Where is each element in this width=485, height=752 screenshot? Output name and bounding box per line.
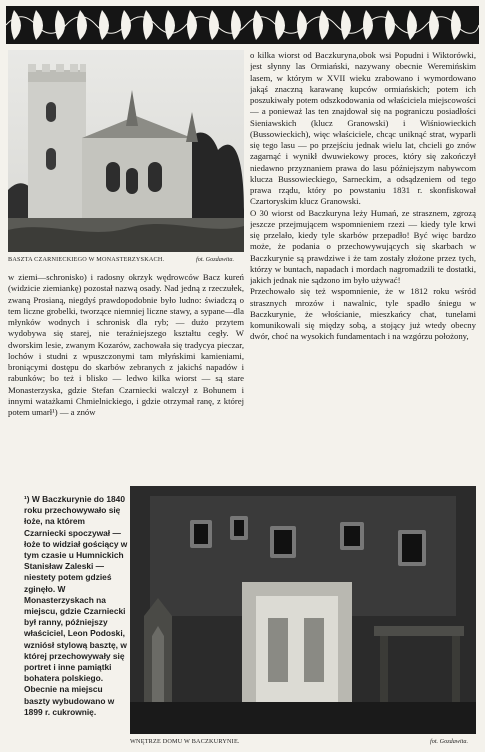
tower-photo-caption: BASZTA CZARNIECKIEGO W MONASTERZYSKACH. [8,256,165,263]
left-column-text: w ziemi—schronisko) i radosny okrzyk wędrowców Bacz kureń (widzicie ziemiankę) pozostał nazwą osady. Nad jedną z rzeczułek, zwaną Prosianą, niegdyś prawdopodobnie było ludno: świadczą o tem liczne grobelki, tworzące niemniej liczne stawy, a sypane—dla młynków wodnych i schronisk dla ryb; — dużo przytem wydobywa się starej, nie teraźniejszego kształtu cegły. W dworskim lesie, zwanym Kozarów, zachowała się tradycya pieczar, lochów i studni z wpuszczonymi tam młyńskimi kamieniami, broniącymi dostępu do skarbów zebranych z jakichś napadów i rabunków; bo też i blisko — ledwo kilka wiorst — są stare Monasterzyska, gdzie Stefan Czarniecki walczył z Bohunem i innymi watażkami Chmielnickiego, i gdzie otrzymał ranę, z której potem umarł¹) — a znów [8,272,244,417]
interior-illustration [130,486,476,734]
footnote-text: ¹) W Baczkurynie do 1840 roku przechowywało się łoże, na którem Czarniecki spoczywał — łoże to widział gościący w tym czasie u Humnickich Stanisław Zaleski — niestety potem gdzieś zginęło. W Monasterzyskach na miejscu, gdzie Czarniecki był ranny, późniejszy właściciel, Leon Podoski, wzniósł stylową basztę, w której przechowywały się portret i inne pamiątki bohatera polskiego. Obecnie na miejscu baszty wybudowano w 1899 r. cukrownię. [24,494,128,717]
right-column-text: o kilka wiorst od Baczkuryna,obok wsi Popudni i Wiktorówki, jest słynny las Ormiański, nazywany obecnie Weremińskim lasem, w którym w XVII wieku zrabowano i wymordowano jakąś znaczną karawanę kupców ormiańskich; potem ich poszukiwały potem odszkodowania od właściciela miejscowości — a ponieważ las ten znajdował się na pograniczu posiadłości Sieniawskich (klucz Granowski) i Wiśniowieckich (Bussowieckich), więc właściciele, chcąc uniknąć strat, wyparli się tego lasu — po przejściu jednak wielu lat, chcieli go znów zagarnąć i wynikł dwuwiekowy proces, który się zakończył niedawno przyznaniem prawa do lasu późniejszym nabywcom klucza Bussowieckiego, Sarneckim, a odsądzeniem od tego prawa rządu, który po powstaniu 1831 r. skonfiskował Czartoryskim klucz Granowski. O 30 wiorst od Baczkuryna leży Humań, ze strasznem, zgrozą jeszcze przejmującem wspomnieniem rzezi — kiedy tyle krwi się przelało, kiedy tyle skarbów przepadło! Być więc bardzo może, że podania o przechowywujących się skarbach w Baczkurynie są prawdziwe i że tam zostały złożone przez tych, którzy w buntach, napadach i mordach nagromadzili te dostatki, jakich jednak nie sądzono im było używać! Przechowało się też wspomnienie, że w 1812 roku wśród strasznych mrozów i nawalnic, tyle spadło śniegu w Baczkurynie, że włościanie, mieszkańcy chat, tunelami komunikowali się między sobą, a stojący już wtedy obecny dwór, choć na wysokich fundamentach i na wzgórzu położony, [250,50,476,342]
tower-photo [8,50,244,252]
interior-photo-caption: WNĘTRZE DOMU W BACZKURYNIE. [130,738,240,745]
ornamental-border [6,6,479,44]
tower-illustration [8,50,244,252]
tower-photo-credit: fot. Gozdawita. [196,256,234,263]
interior-photo [130,486,476,734]
interior-photo-credit: fot. Gozdawita. [430,738,468,745]
